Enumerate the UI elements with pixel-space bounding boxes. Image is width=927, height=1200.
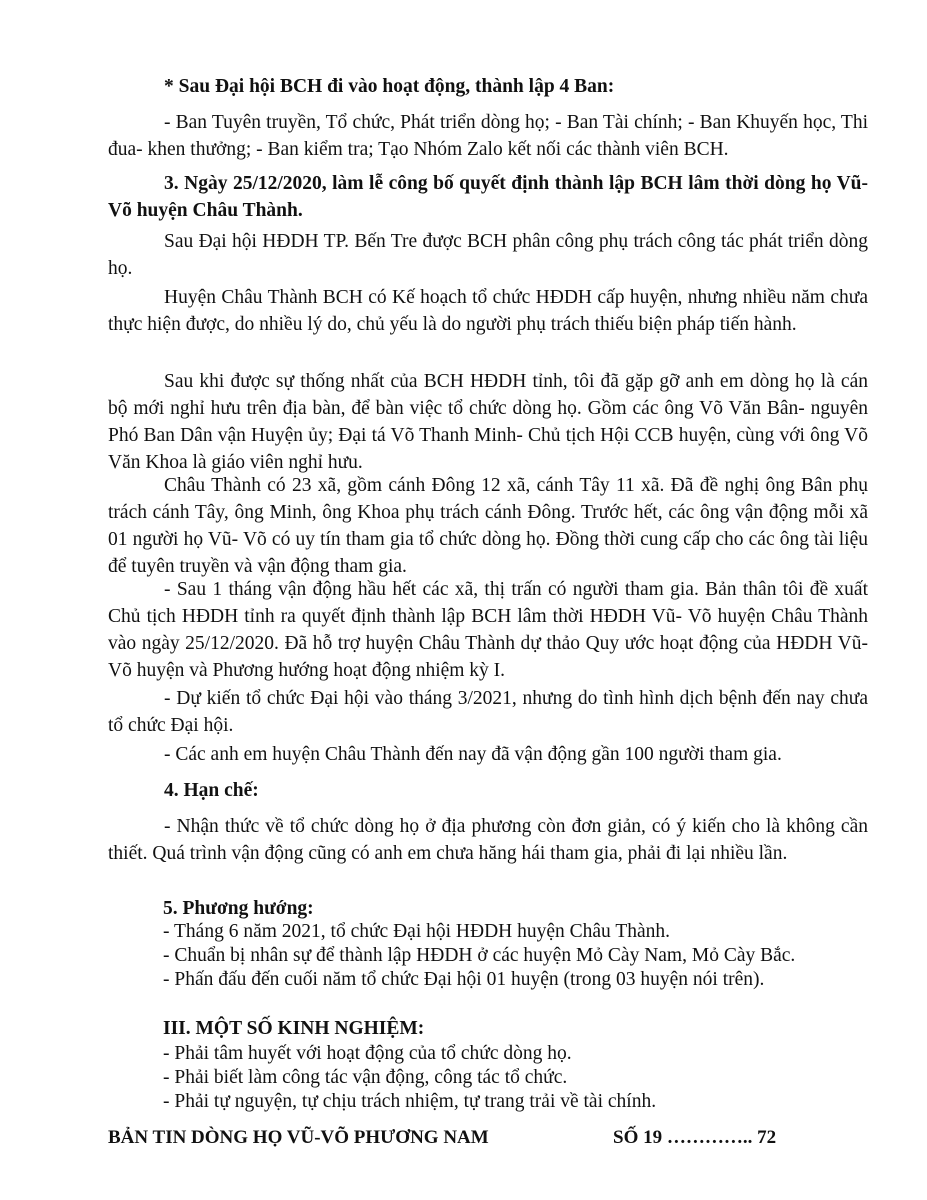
list-item: - Phải tâm huyết với hoạt động của tổ chức dòng họ. (163, 1043, 572, 1064)
paragraph-ban-list: - Ban Tuyên truyền, Tổ chức, Phát triển dòng họ; - Ban Tài chính; - Ban Khuyến học, Thi đua- khen thưởng; - Ban kiểm tra; Tạo Nhóm Zalo kết nối các thành viên BCH. (108, 112, 868, 160)
list-item: - Phải biết làm công tác vận động, công tác tổ chức. (163, 1067, 568, 1088)
paragraph: - Các anh em huyện Châu Thành đến nay đã vận động gần 100 người tham gia. (164, 744, 782, 765)
section-heading-5: 5. Phương hướng: (163, 898, 314, 919)
list-item: - Chuẩn bị nhân sự để thành lập HĐDH ở các huyện Mỏ Cày Nam, Mỏ Cày Bắc. (163, 945, 796, 966)
paragraph: - Sau 1 tháng vận động hầu hết các xã, thị trấn có người tham gia. Bản thân tôi đề xuất Chủ tịch HĐDH tỉnh ra quyết định thành lập BCH lâm thời HĐDH Vũ- Võ huyện Châu Thành vào ngày 25/12/2020. Đã hỗ trợ huyện Châu Thành dự thảo Quy ước hoạt động của HĐDH Vũ- Võ huyện và Phương hướng hoạt động nhiệm kỳ I. (108, 579, 868, 681)
list-item: - Phấn đấu đến cuối năm tổ chức Đại hội 01 huyện (trong 03 huyện nói trên). (163, 969, 765, 990)
footer-title: BẢN TIN DÒNG HỌ VŨ-VÕ PHƯƠNG NAM (108, 1127, 489, 1148)
paragraph: - Nhận thức về tổ chức dòng họ ở địa phương còn đơn giản, có ý kiến cho là không cần thiết. Quá trình vận động cũng có anh em chưa hăng hái tham gia, phải đi lại nhiều lần. (108, 816, 868, 864)
paragraph: Huyện Châu Thành BCH có Kế hoạch tổ chức HĐDH cấp huyện, nhưng nhiều năm chưa thực hiện được, do nhiều lý do, chủ yếu là do người phụ trách thiếu biện pháp tiến hành. (108, 287, 868, 335)
paragraph: Sau Đại hội HĐDH TP. Bến Tre được BCH phân công phụ trách công tác phát triển dòng họ. (108, 231, 868, 279)
section-heading-ban: * Sau Đại hội BCH đi vào hoạt động, thành lập 4 Ban: (164, 76, 615, 97)
paragraph: Châu Thành có 23 xã, gồm cánh Đông 12 xã, cánh Tây 11 xã. Đã đề nghị ông Bân phụ trách cánh Tây, ông Minh, ông Khoa phụ trách cánh Đông. Trước hết, các ông vận động mỗi xã 01 người họ Vũ- Võ có uy tín tham gia tổ chức dòng họ. Đồng thời cung cấp cho các ông tài liệu để tuyên truyền và vận động tham gia. (108, 475, 868, 577)
section-heading-iii: III. MỘT SỐ KINH NGHIỆM: (163, 1018, 425, 1039)
section-heading-4: 4. Hạn chế: (164, 780, 259, 801)
paragraph: Sau khi được sự thống nhất của BCH HĐDH tỉnh, tôi đã gặp gỡ anh em dòng họ là cán bộ mới nghỉ hưu trên địa bàn, để bàn việc tổ chức dòng họ. Gồm các ông Võ Văn Bân- nguyên Phó Ban Dân vận Huyện ủy; Đại tá Võ Thanh Minh- Chủ tịch Hội CCB huyện, cùng với ông Võ Văn Khoa là giáo viên nghỉ hưu. (108, 371, 868, 473)
paragraph: - Dự kiến tổ chức Đại hội vào tháng 3/2021, nhưng do tình hình dịch bệnh đến nay chưa tổ chức Đại hội. (108, 688, 868, 736)
footer-issue-page: SỐ 19 ………….. 72 (613, 1127, 777, 1148)
section-heading-3: 3. Ngày 25/12/2020, làm lễ công bố quyết định thành lập BCH lâm thời dòng họ Vũ- Võ huyện Châu Thành. (108, 173, 868, 221)
list-item: - Tháng 6 năm 2021, tổ chức Đại hội HĐDH huyện Châu Thành. (163, 921, 671, 942)
page-footer (108, 1124, 808, 1151)
list-item: - Phải tự nguyện, tự chịu trách nhiệm, tự trang trải về tài chính. (163, 1091, 657, 1112)
